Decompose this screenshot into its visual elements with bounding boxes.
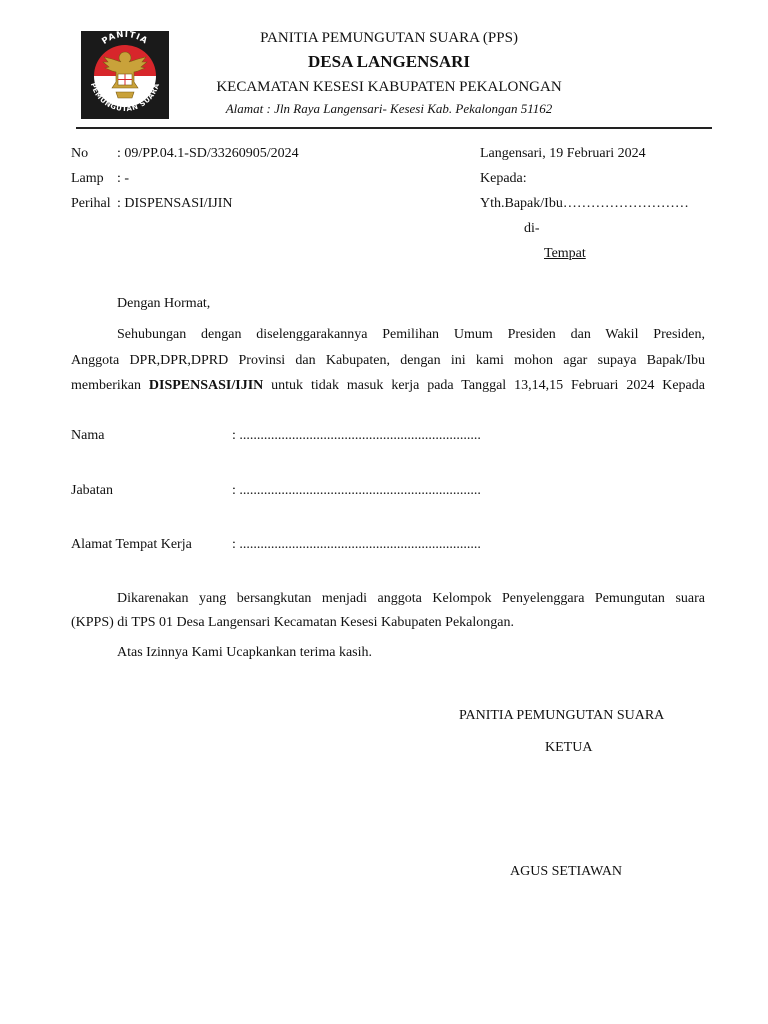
paragraph-2 <box>71 587 705 635</box>
lamp-label: Lamp <box>71 171 104 186</box>
p1-line3-pre: memberikan <box>71 378 149 393</box>
signature-org: PANITIA PEMUNGUTAN SUARA <box>459 708 665 723</box>
paragraph-1 <box>71 322 705 399</box>
field-jabatan-value: : ..................................................................... <box>232 483 481 498</box>
field-alamat-value: : ..................................................................... <box>232 537 481 552</box>
letter-date: Langensari, 19 Februari 2024 <box>480 146 646 161</box>
letterhead-address: Alamat : Jln Raya Langensari- Kesesi Kab. Pekalongan 51162 <box>225 101 553 116</box>
field-alamat-label: Alamat Tempat Kerja <box>71 537 192 552</box>
paragraph-1-line-2: Anggota DPR,DPR,DPRD Provinsi dan Kabupaten, dengan ini kami mohon agar supaya Bapak/Ibu <box>71 352 705 368</box>
lamp-value: : - <box>117 171 130 186</box>
di-label: di- <box>524 221 540 236</box>
tempat-underlined: Tempat <box>544 246 586 261</box>
greeting: Dengan Hormat, <box>117 296 211 311</box>
logo-bottom-text: PEMUNGUTAN SUARA <box>88 81 162 114</box>
paragraph-2-line-1: Dikarenakan yang bersangkutan menjadi anggota Kelompok Penyelenggara Pemungutan suara <box>117 591 705 606</box>
p1-line3-post: untuk tidak masuk kerja pada Tanggal 13,14,15 Februari 2024 Kepada <box>263 378 705 393</box>
field-jabatan-label: Jabatan <box>71 483 113 498</box>
logo-top-text: PANITIA <box>100 30 150 47</box>
closing-thanks: Atas Izinnya Kami Ucapkankan terima kasih. <box>117 645 373 660</box>
paragraph-1-line-3 <box>71 373 705 399</box>
recipient-name: Yth.Bapak/Ibu……………………… <box>480 196 689 211</box>
tempat-label <box>544 246 586 262</box>
paragraph-2-line-2: (KPPS) di TPS 01 Desa Langensari Kecamatan Kesesi Kabupaten Pekalongan. <box>71 615 514 630</box>
dispensasi-emphasis: DISPENSASI/IJIN <box>148 378 264 393</box>
kpu-logo <box>80 30 170 120</box>
field-nama-value: : ..................................................................... <box>232 428 481 443</box>
kpu-emblem-icon <box>80 30 170 120</box>
letterhead-line1: PANITIA PEMUNGUTAN SUARA (PPS) <box>260 30 518 46</box>
letterhead-district: KECAMATAN KESESI KABUPATEN PEKALONGAN <box>216 79 562 95</box>
field-nama-label: Nama <box>71 428 105 443</box>
no-label: No <box>71 146 89 161</box>
signature-role: KETUA <box>545 740 593 755</box>
kepada-label: Kepada: <box>480 171 527 186</box>
no-value: : 09/PP.04.1-SD/33260905/2024 <box>117 146 299 161</box>
letterhead-village: DESA LANGENSARI <box>307 52 471 71</box>
letterhead-divider <box>76 127 712 129</box>
paragraph-1-line-1: Sehubungan dengan diselenggarakannya Pemilihan Umum Presiden dan Wakil Presiden, <box>117 327 705 342</box>
signature-name: AGUS SETIAWAN <box>510 864 623 879</box>
perihal-label: Perihal <box>71 196 111 211</box>
perihal-value: : DISPENSASI/IJIN <box>117 196 233 211</box>
